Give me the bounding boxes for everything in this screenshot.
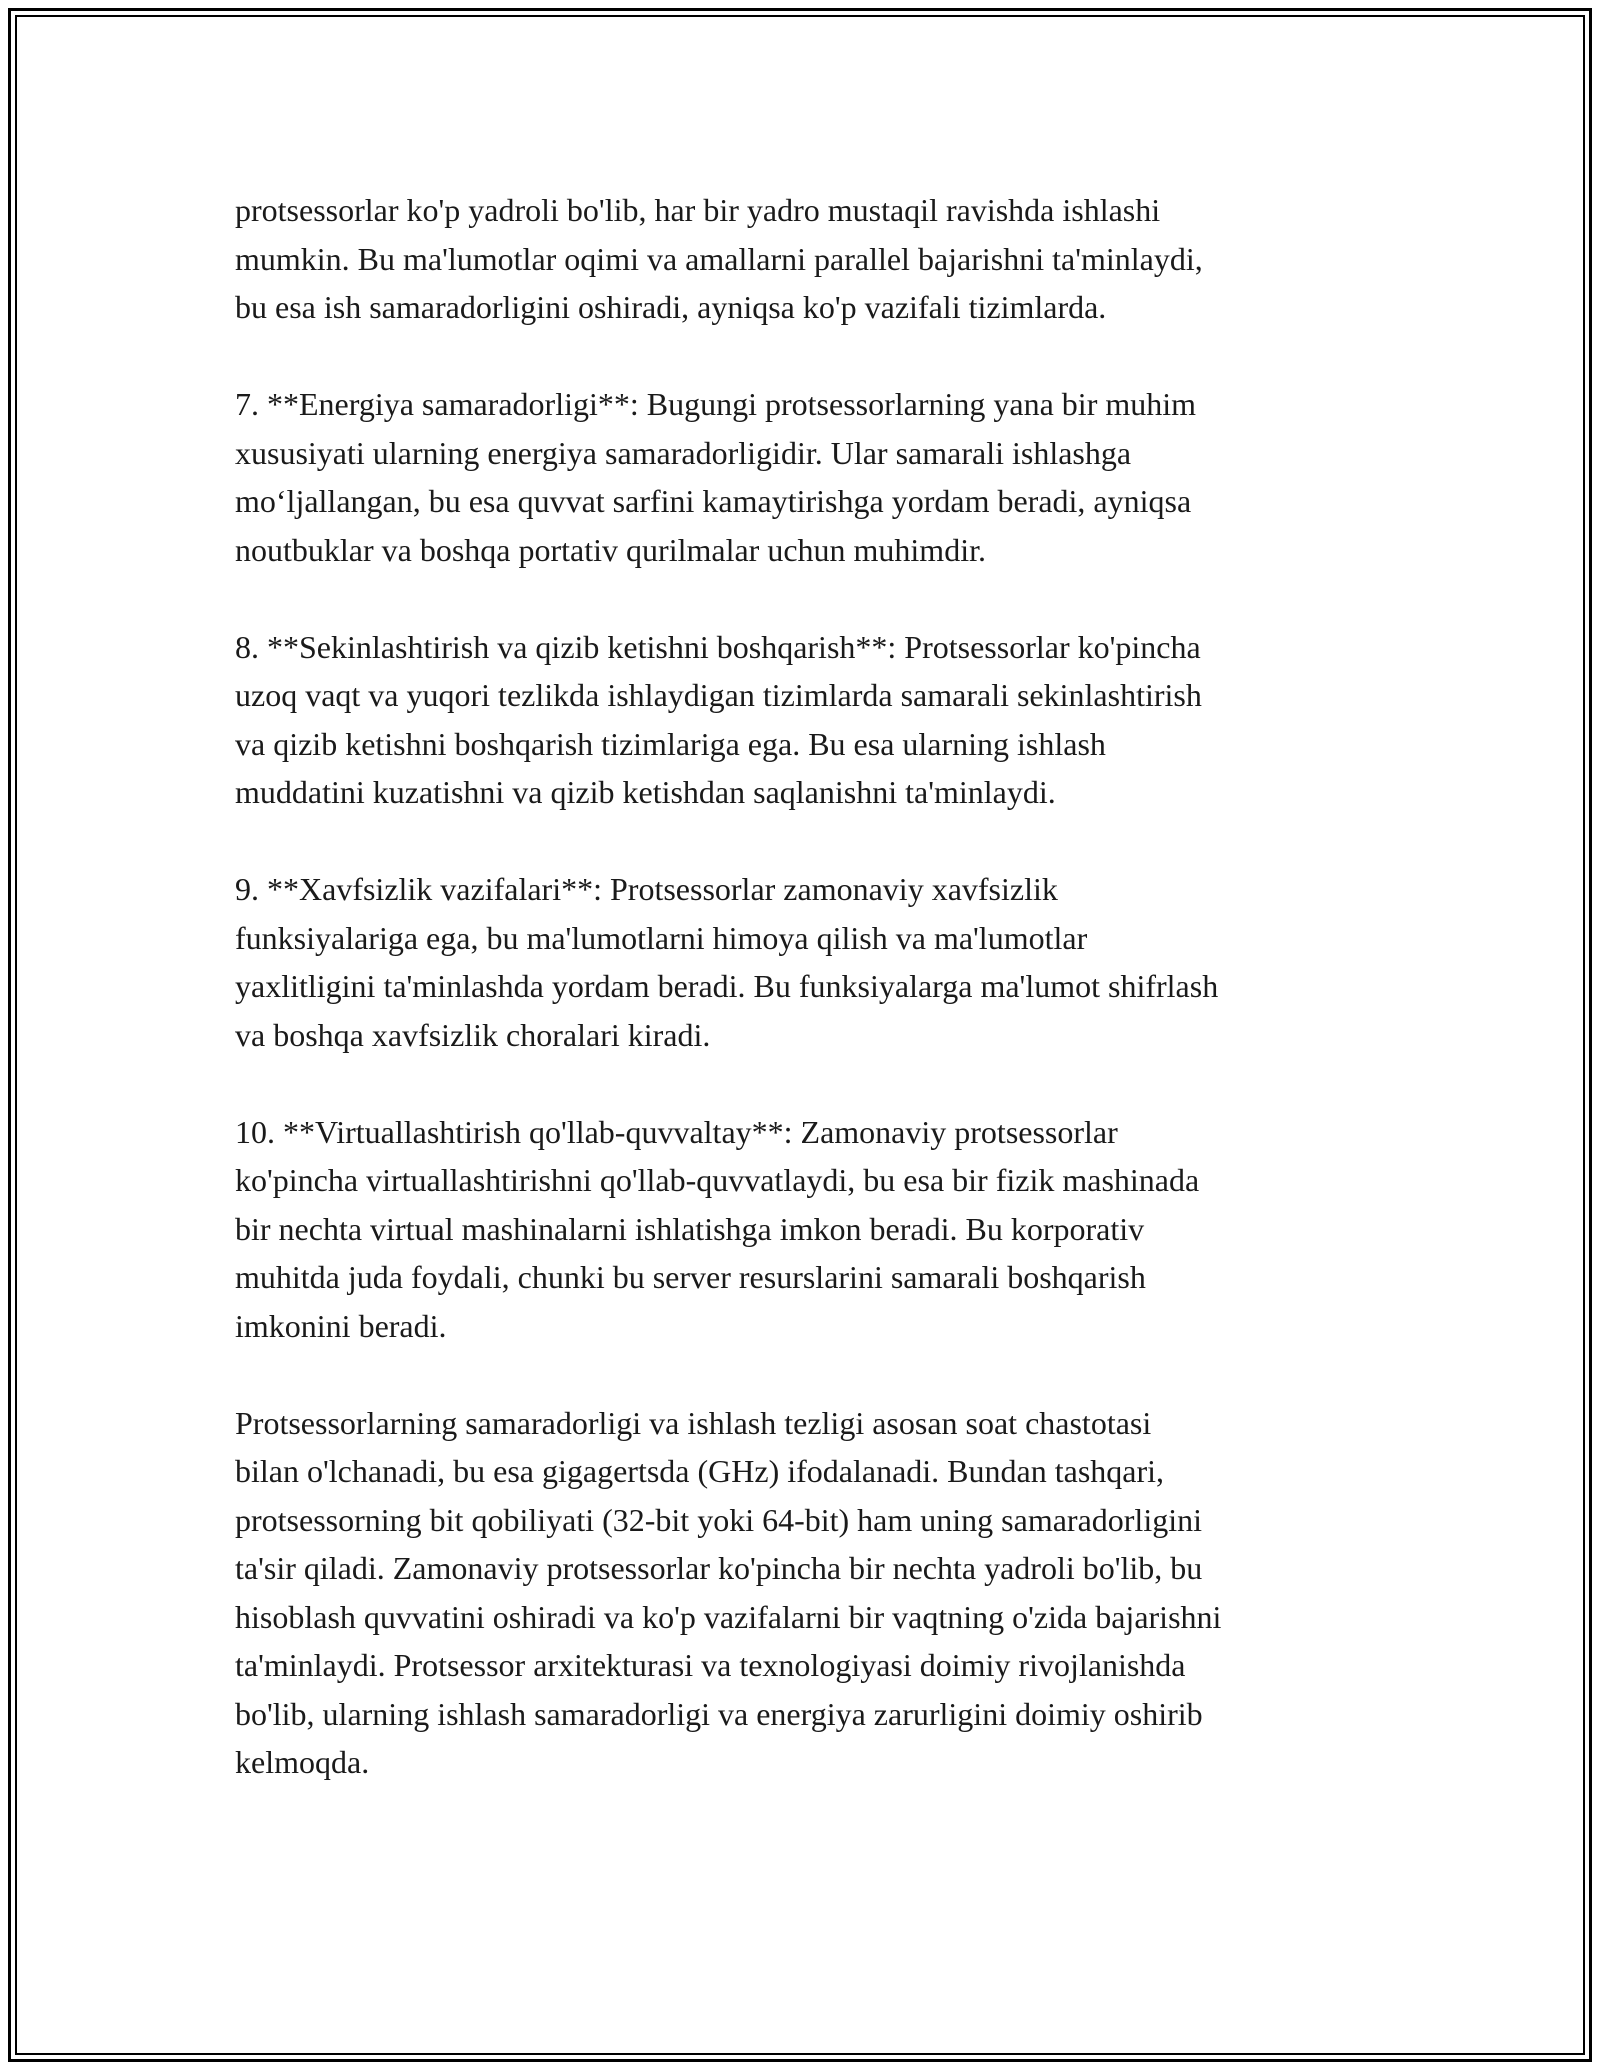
text-line: 7. **Energiya samaradorligi**: Bugungi protsessorlarning yana bir muhim — [235, 386, 1197, 422]
text-line: kelmoqda. — [235, 1744, 370, 1780]
text-line: va qizib ketishni boshqarish tizimlariga ega. Bu esa ularning ishlash — [235, 725, 1106, 762]
paragraph-item-7 — [235, 380, 1385, 574]
text-line: muhitda juda foydali, chunki bu server resurslarini samarali boshqarish — [235, 1259, 1146, 1295]
text-line: Protsessorlarning samaradorligi va ishlash tezligi asosan soat chastotasi — [235, 1404, 1152, 1441]
text-line: mo‘ljallangan, bu esa quvvat sarfini kamaytirishga yordam beradi, ayniqsa — [235, 483, 1192, 519]
document-body — [235, 186, 1385, 1787]
paragraph-item-8 — [235, 623, 1385, 817]
text-line: bo'lib, ularning ishlash samaradorligi va energiya zarurligini doimiy oshirib — [235, 1695, 1203, 1732]
text-line: ta'sir qiladi. Zamonaviy protsessorlar ko'pincha bir nechta yadroli bo'lib, bu — [235, 1550, 1203, 1586]
text-line: ta'minlaydi. Protsessor arxitekturasi va texnologiyasi doimiy rivojlanishda — [235, 1647, 1186, 1683]
paragraph-conclusion — [235, 1399, 1385, 1787]
text-line: yaxlitligini ta'minlashda yordam beradi. Bu funksiyalarga ma'lumot shifrlash — [235, 968, 1219, 1004]
text-line: protsessorlar ko'p yadroli bo'lib, har bir yadro mustaqil ravishda ishlashi — [235, 192, 1161, 228]
text-line: bir nechta virtual mashinalarni ishlatishga imkon beradi. Bu korporativ — [235, 1210, 1145, 1247]
text-line: 10. **Virtuallashtirish qo'llab-quvvaltay**: Zamonaviy protsessorlar — [235, 1113, 1118, 1150]
text-line: bilan o'lchanadi, bu esa gigagertsda (GHz) ifodalanadi. Bundan tashqari, — [235, 1453, 1165, 1489]
text-line: hisoblash quvvatini oshiradi va ko'p vazifalarni bir vaqtning o'zida bajarishni — [235, 1598, 1222, 1635]
text-line: 8. **Sekinlashtirish va qizib ketishni boshqarish**: Protsessorlar ko'pincha — [235, 628, 1201, 665]
text-line: mumkin. Bu ma'lumotlar oqimi va amallarni parallel bajarishni ta'minlaydi, — [235, 240, 1203, 277]
text-line: ko'pincha virtuallashtirishni qo'llab-quvvatlaydi, bu esa bir fizik mashinada — [235, 1162, 1200, 1198]
text-line: va boshqa xavfsizlik choralari kiradi. — [235, 1016, 711, 1053]
paragraph-intro — [235, 186, 1385, 332]
text-line: bu esa ish samaradorligini oshiradi, ayniqsa ko'p vazifali tizimlarda. — [235, 289, 1107, 325]
paragraph-item-10 — [235, 1108, 1385, 1351]
text-line: uzoq vaqt va yuqori tezlikda ishlaydigan tizimlarda samarali sekinlashtirish — [235, 677, 1202, 713]
text-line: protsessorning bit qobiliyati (32-bit yoki 64-bit) ham uning samaradorligini — [235, 1501, 1202, 1538]
text-line: 9. **Xavfsizlik vazifalari**: Protsessorlar zamonaviy xavfsizlik — [235, 871, 1058, 907]
text-line: imkonini beradi. — [235, 1307, 447, 1344]
paragraph-item-9 — [235, 865, 1385, 1059]
text-line: muddatini kuzatishni va qizib ketishdan saqlanishni ta'minlaydi. — [235, 774, 1056, 810]
text-line: noutbuklar va boshqa portativ qurilmalar uchun muhimdir. — [235, 531, 986, 568]
text-line: xususiyati ularning energiya samaradorligidir. Ular samarali ishlashga — [235, 434, 1132, 471]
text-line: funksiyalariga ega, bu ma'lumotlarni himoya qilish va ma'lumotlar — [235, 919, 1088, 956]
